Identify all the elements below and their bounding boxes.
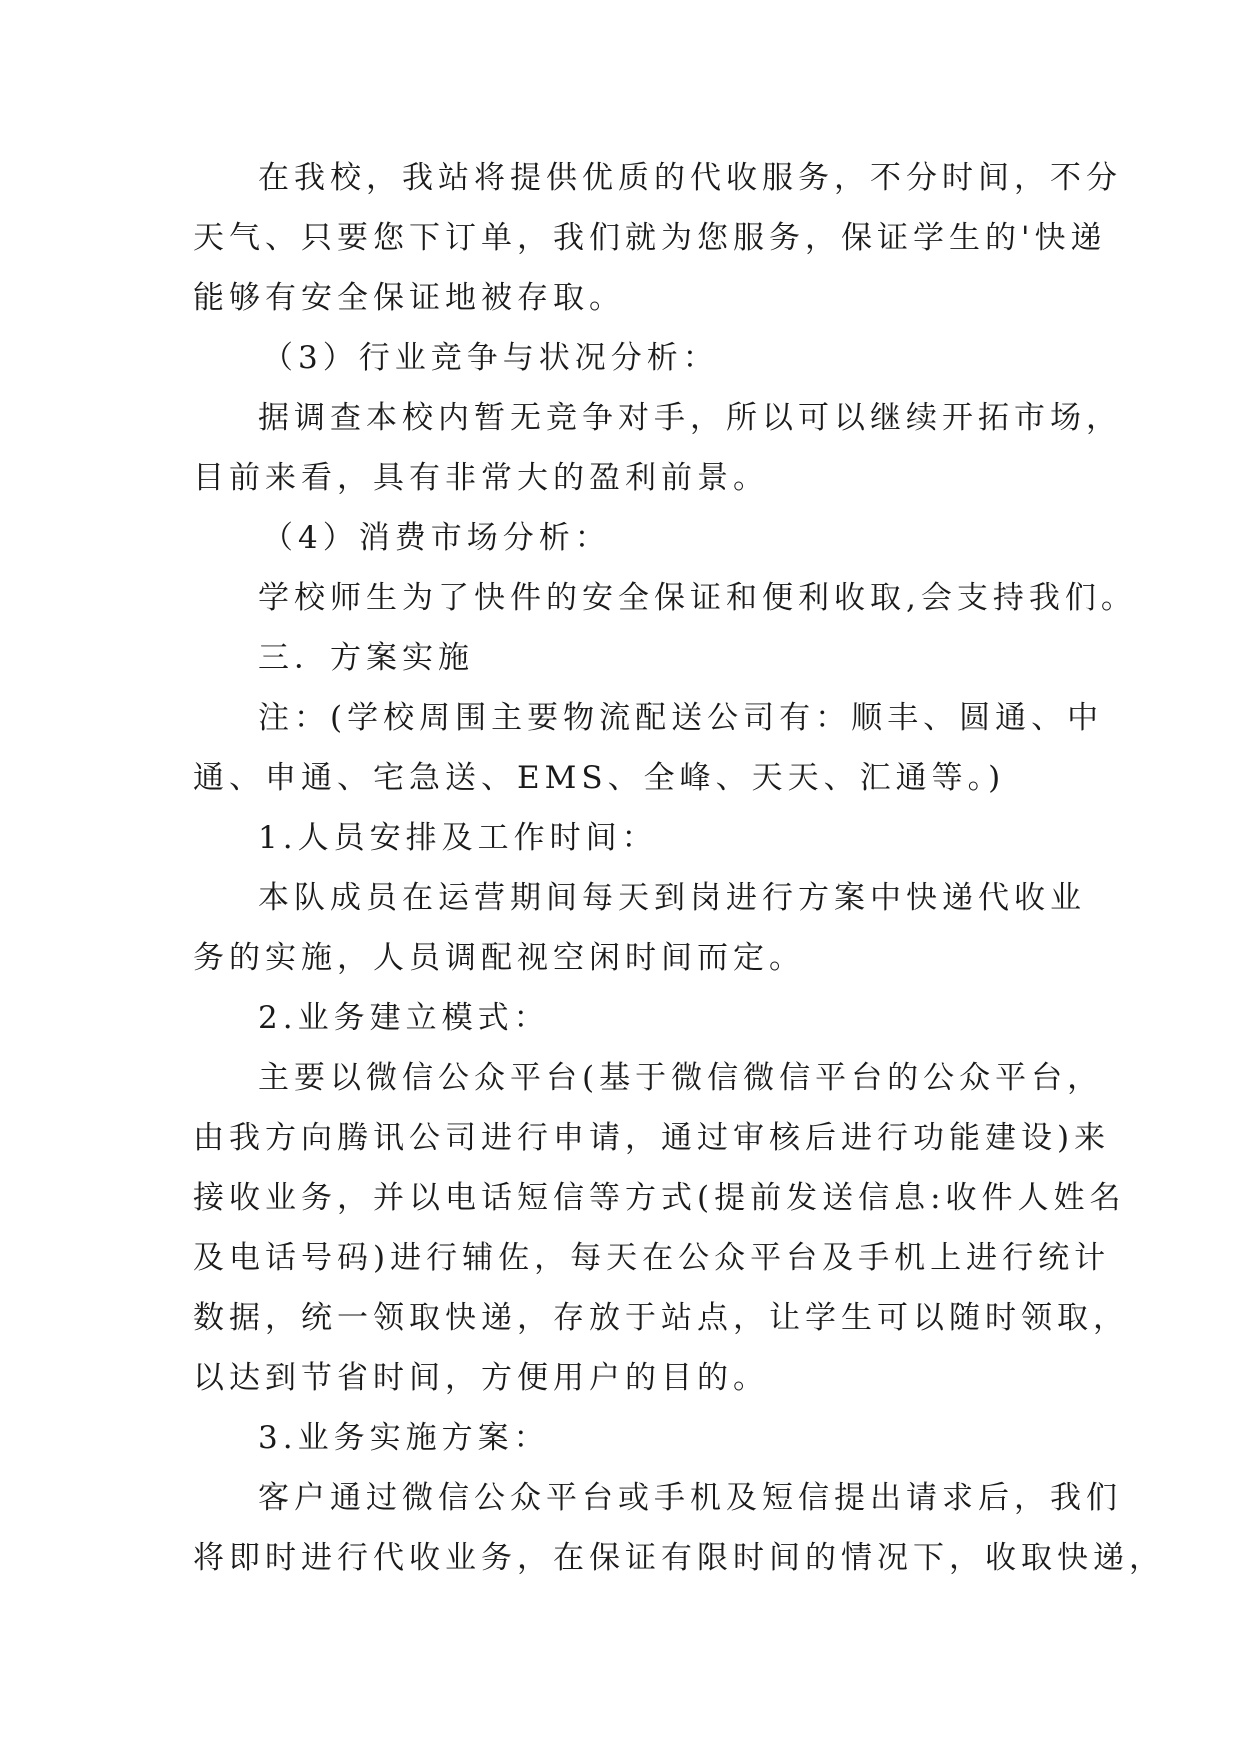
text-line: 主要以微信公众平台(基于微信微信平台的公众平台， (258, 1060, 1104, 1096)
text-line: 将即时进行代收业务，在保证有限时间的情况下，收取快递， (193, 1540, 1165, 1576)
text-line: 目前来看，具有非常大的盈利前景。 (193, 460, 769, 496)
text-line: 以达到节省时间，方便用户的目的。 (193, 1360, 769, 1396)
text-line: 由我方向腾讯公司进行申请，通过审核后进行功能建设)来 (193, 1120, 1111, 1156)
text-line: 务的实施，人员调配视空闲时间而定。 (193, 940, 805, 976)
text-line: 能够有安全保证地被存取。 (193, 280, 625, 316)
text-line: 在我校，我站将提供优质的代收服务，不分时间，不分 (258, 160, 1122, 196)
section-heading: 三．方案实施 (258, 640, 474, 676)
text-line: 据调查本校内暂无竞争对手，所以可以继续开拓市场， (258, 400, 1122, 436)
text-line: 及电话号码)进行辅佐，每天在公众平台及手机上进行统计 (193, 1240, 1111, 1276)
text-line: 注：(学校周围主要物流配送公司有：顺丰、圆通、中 (258, 700, 1104, 736)
section-heading: （4）消费市场分析： (262, 520, 611, 556)
text-line: 天气、只要您下订单，我们就为您服务，保证学生的'快递 (193, 220, 1107, 256)
text-line: 通、申通、宅急送、EMS、全峰、天天、汇通等。) (193, 760, 1006, 796)
text-line: 本队成员在运营期间每天到岗进行方案中快递代收业 (258, 880, 1086, 916)
text-line: 数据，统一领取快递，存放于站点，让学生可以随时领取， (193, 1300, 1129, 1336)
section-heading: 3.业务实施方案： (258, 1420, 550, 1456)
text-line: 学校师生为了快件的安全保证和便利收取,会支持我们。 (258, 580, 1137, 616)
text-line: 接收业务，并以电话短信等方式(提前发送信息:收件人姓名 (193, 1180, 1126, 1216)
text-line: 客户通过微信公众平台或手机及短信提出请求后，我们 (258, 1480, 1122, 1516)
section-heading: 1.人员安排及工作时间： (258, 820, 658, 856)
section-heading: （3）行业竞争与状况分析： (262, 340, 719, 376)
section-heading: 2.业务建立模式： (258, 1000, 550, 1036)
